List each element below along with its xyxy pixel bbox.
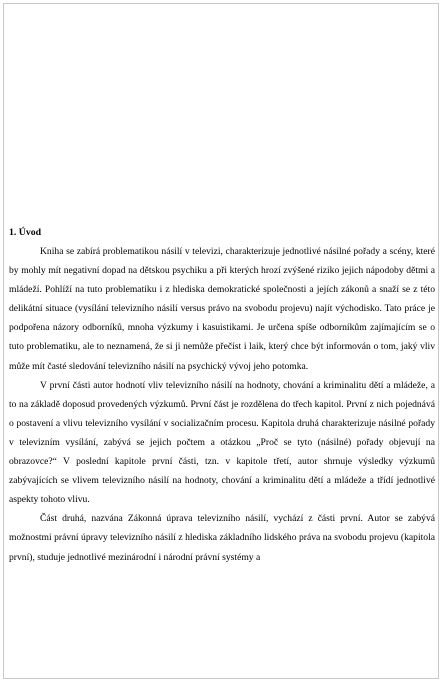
paragraph-1: Kniha se zabírá problematikou násilí v televizi, charakterizuje jednotlivé násilné pořady a scény, které by mohly mít negativní dopad na dětskou psychiku a při kterých hrozí zvýšené riziko jejich nápodoby dětmi a mládeží. Pohlíží na tuto problematiku i z hlediska demokratické společnosti a jejích zákonů a snaží se z této delikátní situace (vysílání televizního násilí versus právo na svobodu projevu) najít východisko. Tato práce je podpořena názory odborníků, mnoha výzkumy i kasuistikami. Je určena spíše odborníkům zajímajícím se o tuto problematiku, ale to neznamená, že si ji nemůže přečíst i laik, který chce být informován o tom, jaký vliv může mít časté sledování televizního násilí na psychický vývoj jeho potomka.	[9, 246, 435, 372]
section-heading: 1. Úvod	[9, 227, 42, 238]
paragraph-2: V první části autor hodnotí vliv televizního násilí na hodnoty, chování a kriminalitu dětí a mládeže, a to na základě doposud provedených výzkumů. První část je rozdělena do třech kapitol. První z nich pojednává o postavení a vlivu televizního vysílání v socializačním procesu. Kapitola druhá charakterizuje násilné pořady v televizním vysílání, zabývá se jejich počtem a otázkou „Proč se tyto (násilné) pořady objevují na obrazovce?“ V poslední kapitole první části, tzn. v kapitole třetí, autor shrnuje výsledky výzkumů zabývajících se vlivem televizního násilí na hodnoty, chování a kriminalitu dětí a mládeže a třídí jednotlivé aspekty tohoto vlivu.	[9, 379, 435, 506]
page-content	[9, 226, 435, 567]
paragraph-3: Část druhá, nazvána Zákonná úprava televizního násilí, vychází z části první. Autor se zabývá možnostmi právní úpravy televizního násilí z hlediska základního lidského práva na svobodu projevu (kapitola první), studuje jednotlivé mezinárodní i národní právní systémy a	[9, 513, 435, 563]
document-page	[3, 3, 439, 679]
